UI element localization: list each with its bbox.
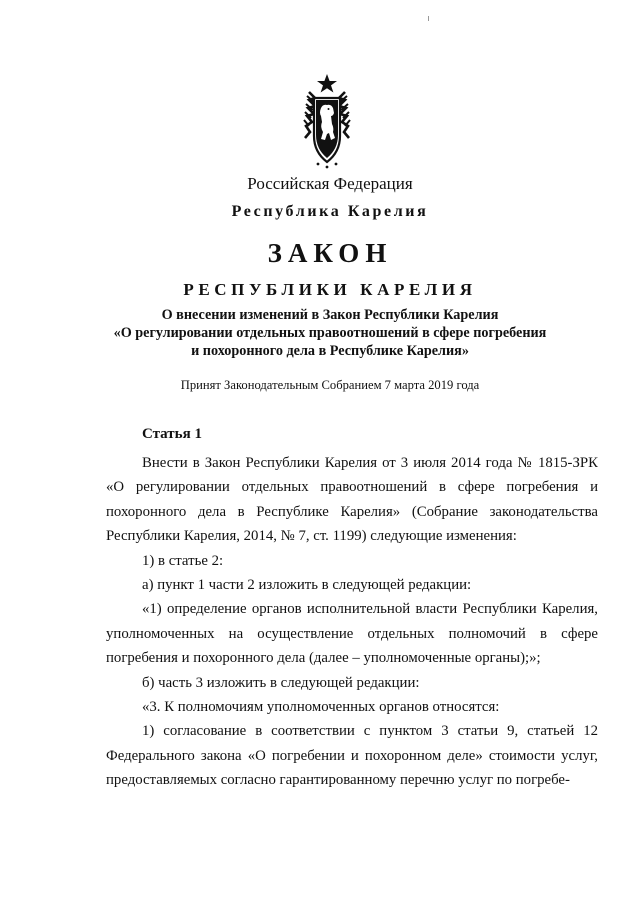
article-paragraph: 1) в статье 2:: [142, 552, 224, 569]
article-paragraph: «3. К полномочиям уполномоченных органов относятся:: [142, 699, 500, 716]
adoption-note: Принят Законодательным Собранием 7 марта 2019 года: [180, 378, 480, 392]
scan-mark: [428, 16, 429, 21]
article-paragraph: Внести в Закон Республики Карелия от 3 июля 2014 года № 1815-ЗРК «О регулировании отдельных правоотношений в сфере погребения и похоронного дела в Республике Карелия» (Собрание законодательства Республики Карелия, 2014, № 7, ст. 1199) следующие изменения:: [106, 455, 598, 545]
document-issuer-heading: РЕСПУБЛИКИ КАРЕЛИЯ: [183, 280, 477, 299]
republic-name: Республика Карелия: [231, 203, 429, 220]
law-title: [0, 306, 640, 360]
law-title-line: О внесении изменений в Закон Республики Карелия: [161, 307, 499, 323]
article-paragraph: а) пункт 1 части 2 изложить в следующей редакции:: [142, 577, 472, 594]
document-type-heading: ЗАКОН: [267, 238, 393, 268]
article-paragraph: «1) определение органов исполнительной власти Республики Карелия, уполномоченных на осуществление отдельных полномочий в сфере погребения и похоронного дела (далее – уполномоченные органы);»;: [106, 601, 598, 667]
article-paragraph: 1) согласование в соответствии с пунктом 3 статьи 9, статьей 12 Федерального закона «О погребении и похоронном деле» стоимости услуг, предоставляемых согласно гарантированному перечню услуг по погребе-: [106, 723, 598, 789]
article-heading: Статья 1: [142, 426, 202, 442]
coat-of-arms-emblem: [297, 72, 357, 170]
article-body: [106, 451, 598, 793]
article-paragraph: б) часть 3 изложить в следующей редакции:: [142, 674, 420, 691]
law-title-line: и похоронного дела в Республике Карелия»: [191, 343, 469, 359]
country-name: Российская Федерация: [247, 174, 413, 193]
law-title-line: «О регулировании отдельных правоотношений в сфере погребения: [113, 325, 547, 341]
